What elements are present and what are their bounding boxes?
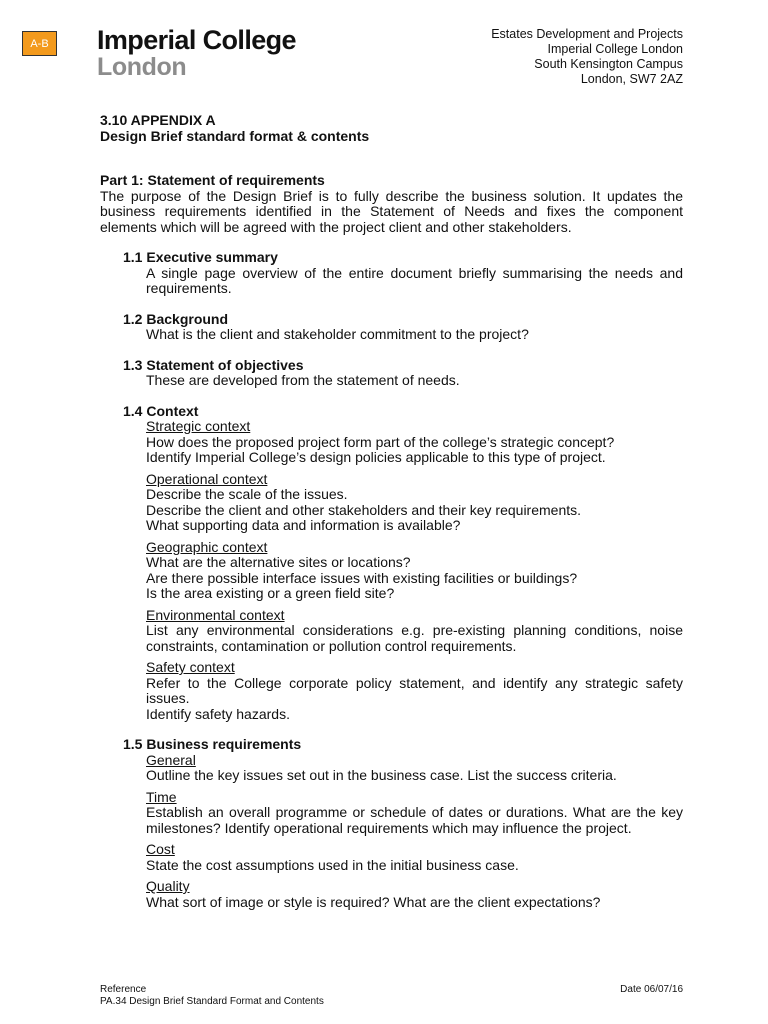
subsection-safety-context	[146, 660, 683, 722]
footer-reference-value: PA.34 Design Brief Standard Format and Contents	[100, 995, 324, 1007]
subsection-line: Outline the key issues set out in the business case. List the success criteria.	[146, 767, 617, 783]
subsection-title: Quality	[146, 878, 190, 894]
section-body: These are developed from the statement of needs.	[146, 372, 460, 388]
subsection-line: Describe the scale of the issues.	[146, 486, 348, 502]
address-line: Imperial College London	[547, 42, 683, 56]
logo-line-1: Imperial College	[97, 25, 296, 55]
section-background	[123, 312, 683, 343]
logo-line-2: London	[97, 53, 187, 81]
address-line: Estates Development and Projects	[491, 27, 683, 41]
section-title: 1.5 Business requirements	[123, 736, 302, 752]
page-footer	[100, 984, 683, 1007]
subsection-line: State the cost assumptions used in the initial business case.	[146, 856, 519, 873]
imperial-college-logo	[97, 27, 296, 80]
subsection-line: What are the alternative sites or locations?	[146, 554, 411, 570]
subsection-line: Is the area existing or a green field site?	[146, 585, 395, 601]
section-title: 1.1 Executive summary	[123, 249, 278, 265]
appendix-title: Design Brief standard format & contents	[100, 127, 370, 144]
section-body: What is the client and stakeholder commitment to the project?	[146, 326, 529, 342]
section-body: A single page overview of the entire document briefly summarising the needs and requirements.	[146, 264, 683, 296]
footer-date: Date 06/07/16	[620, 984, 683, 995]
subsection-cost	[146, 842, 683, 873]
intro-paragraph: The purpose of the Design Brief is to fully describe the business solution. It updates the business requirements identified in the Statement of Needs and fixes the component elements which will be agreed with the project client and other stakeholders.	[100, 187, 683, 235]
section-title: 1.2 Background	[123, 310, 229, 327]
section-body	[146, 419, 683, 722]
subsection-line: Establish an overall programme or schedule of dates or durations. What are the key milestones? Identify operational requirements which may influence the project.	[146, 804, 683, 836]
subsection-strategic-context	[146, 419, 683, 466]
section-title: 1.4 Context	[123, 402, 199, 419]
subsection-line: Are there possible interface issues with existing facilities or buildings?	[146, 569, 578, 586]
address-line: London, SW7 2AZ	[580, 72, 683, 86]
section-body	[146, 753, 683, 911]
subsection-operational-context	[146, 472, 683, 534]
part-title: Part 1: Statement of requirements	[100, 172, 325, 188]
subsection-title: Safety context	[146, 659, 235, 675]
subsection-line: Describe the client and other stakeholders and their key requirements.	[146, 501, 582, 518]
subsection-title: Environmental context	[146, 606, 285, 623]
address-line: South Kensington Campus	[534, 57, 683, 71]
subsection-title: Cost	[146, 841, 175, 857]
subsection-line: What supporting data and information is available?	[146, 517, 461, 533]
document-body	[100, 113, 683, 910]
subsection-title: Operational context	[146, 470, 268, 487]
subsection-title: Geographic context	[146, 538, 268, 555]
section-statement-of-objectives	[123, 358, 683, 389]
subsection-line: Identify Imperial College’s design policies applicable to this type of project.	[146, 449, 606, 465]
subsection-time	[146, 790, 683, 837]
subsection-line: How does the proposed project form part of the college’s strategic concept?	[146, 433, 615, 450]
section-executive-summary	[123, 250, 683, 297]
section-title: 1.3 Statement of objectives	[123, 356, 304, 373]
subsection-line: List any environmental considerations e.g. pre-existing planning conditions, noise constraints, contamination or pollution control requirements.	[146, 622, 683, 654]
address-block	[491, 27, 683, 87]
section-context	[123, 404, 683, 723]
subsection-title: General	[146, 751, 196, 768]
subsection-quality	[146, 879, 683, 910]
subsection-general	[146, 753, 683, 784]
subsection-geographic-context	[146, 540, 683, 602]
footer-reference-label: Reference	[100, 984, 147, 995]
appendix-number: 3.10 APPENDIX A	[100, 112, 216, 128]
subsection-line: What sort of image or style is required? What are the client expectations?	[146, 893, 601, 910]
subsection-line: Identify safety hazards.	[146, 705, 290, 722]
subsection-title: Time	[146, 788, 177, 805]
subsection-environmental-context	[146, 608, 683, 655]
subsection-title: Strategic context	[146, 418, 251, 434]
subsection-line: Refer to the College corporate policy statement, and identify any strategic safety issues.	[146, 674, 683, 706]
section-badge: A-B	[22, 31, 57, 56]
section-business-requirements	[123, 737, 683, 910]
